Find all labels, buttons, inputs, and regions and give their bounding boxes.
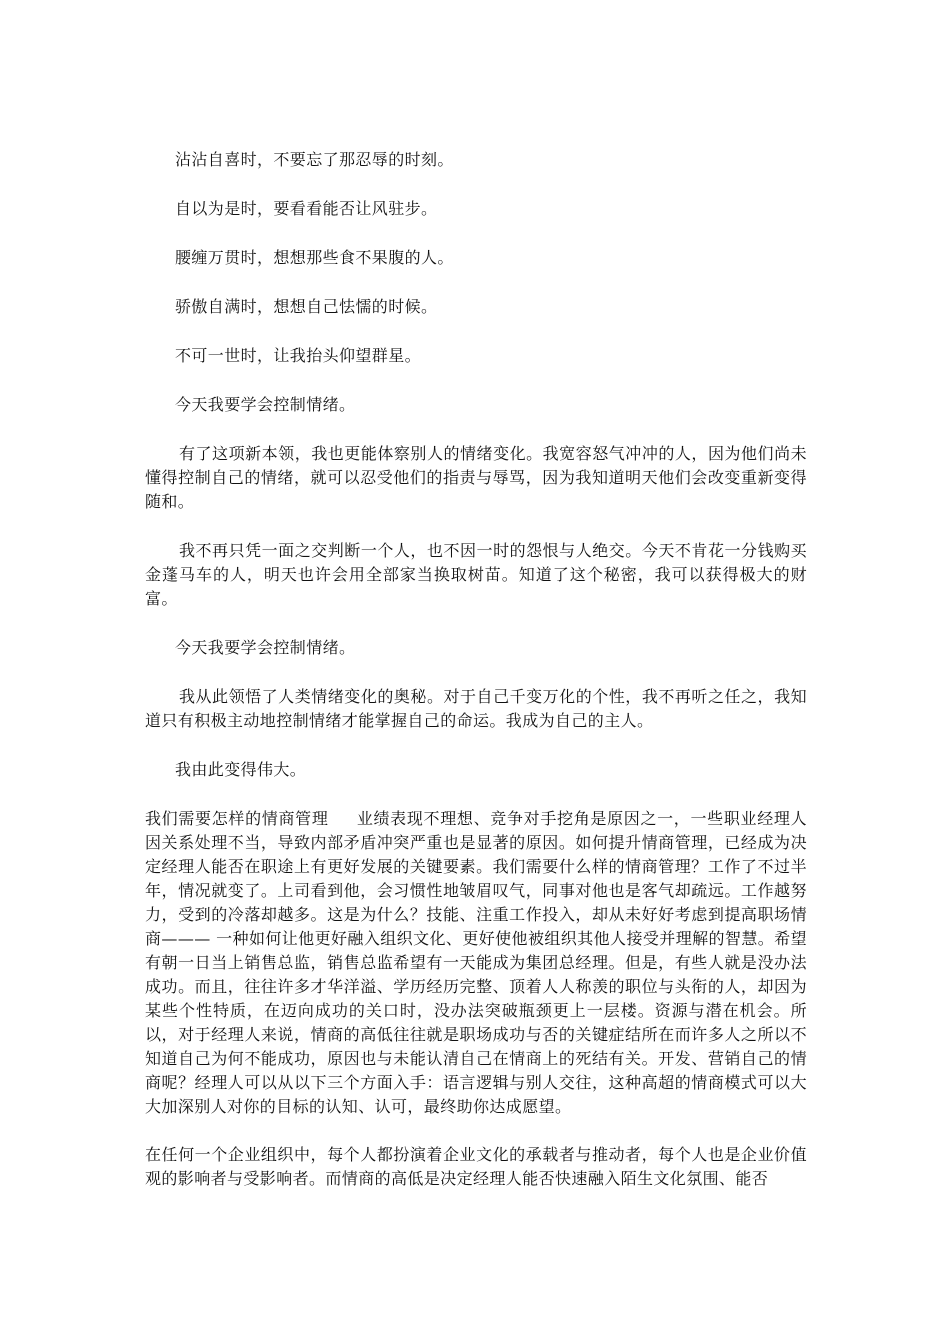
- paragraph: 有了这项新本领，我也更能体察别人的情绪变化。我宽容怒气冲冲的人，因为他们尚未懂得控制自己的情绪，就可以忍受他们的指责与辱骂，因为我知道明天他们会改变重新变得随和。: [145, 444, 807, 511]
- text-line: 自以为是时，要看看能否让风驻步。: [175, 199, 438, 218]
- text-line: 骄傲自满时，想想自己怯懦的时候。: [175, 297, 438, 316]
- paragraph: 我不再只凭一面之交判断一个人，也不因一时的怨恨与人绝交。今天不肯花一分钱购买金蓬马车的人，明天也许会用全部家当换取树苗。知道了这个秘密，我可以获得极大的财富。: [145, 541, 807, 608]
- article-paragraph: [145, 807, 807, 1119]
- paragraph: 我从此领悟了人类情绪变化的奥秘。对于自己千变万化的个性，我不再听之任之，我知道只有积极主动地控制情绪才能掌握自己的命运。我成为自己的主人。: [145, 687, 807, 730]
- document-body: [145, 148, 807, 1215]
- text-line: 沾沾自喜时，不要忘了那忍辱的时刻。: [175, 150, 454, 169]
- article-title: 我们需要怎样的情商管理: [145, 809, 329, 828]
- text-line: 不可一世时，让我抬头仰望群星。: [175, 346, 422, 365]
- closing-paragraph: 在任何一个企业组织中，每个人都扮演着企业文化的承载者与推动者，每个人也是企业价值观的影响者与受影响者。而情商的高低是决定经理人能否快速融入陌生文化氛围、能否: [145, 1145, 807, 1188]
- text-line: 今天我要学会控制情绪。: [175, 638, 356, 657]
- text-line: 我由此变得伟大。: [175, 760, 307, 779]
- text-line: 今天我要学会控制情绪。: [175, 395, 356, 414]
- article-body: 业绩表现不理想、竞争对手挖角是原因之一，一些职业经理人因关系处理不当，导致内部矛盾冲突严重也是显著的原因。如何提升情商管理，已经成为决定经理人能否在职途上有更好发展的关键要素。我们需要什么样的情商管理？工作了不过半年，情况就变了。上司看到他，会习惯性地皱眉叹气，同事对他也是客气却疏远。工作越努力，受到的冷落却越多。这是为什么？技能、注重工作投入，却从未好好考虑到提高职场情商——— 一种如何让他更好融入组织文化、更好使他被组织其他人接受并理解的智慧。希望有朝一日当上销售总监，销售总监希望有一天能成为集团总经理。但是，有些人就是没办法成功。而且，往往许多才华洋溢、学历经历完整、顶着人人称羡的职位与头衔的人，却因为某些个性特质，在迈向成功的关口时，没办法突破瓶颈更上一层楼。资源与潜在机会。所以，对于经理人来说，情商的高低往往就是职场成功与否的关键症结所在而许多人之所以不知道自己为何不能成功，原因也与未能认清自己在情商上的死结有关。开发、营销自己的情商呢？经理人可以从以下三个方面入手：语言逻辑与别人交往，这种高超的情商模式可以大大加深别人对你的目标的认知、认可，最终助你达成愿望。: [145, 809, 807, 1116]
- text-line: 腰缠万贯时，想想那些食不果腹的人。: [175, 248, 454, 267]
